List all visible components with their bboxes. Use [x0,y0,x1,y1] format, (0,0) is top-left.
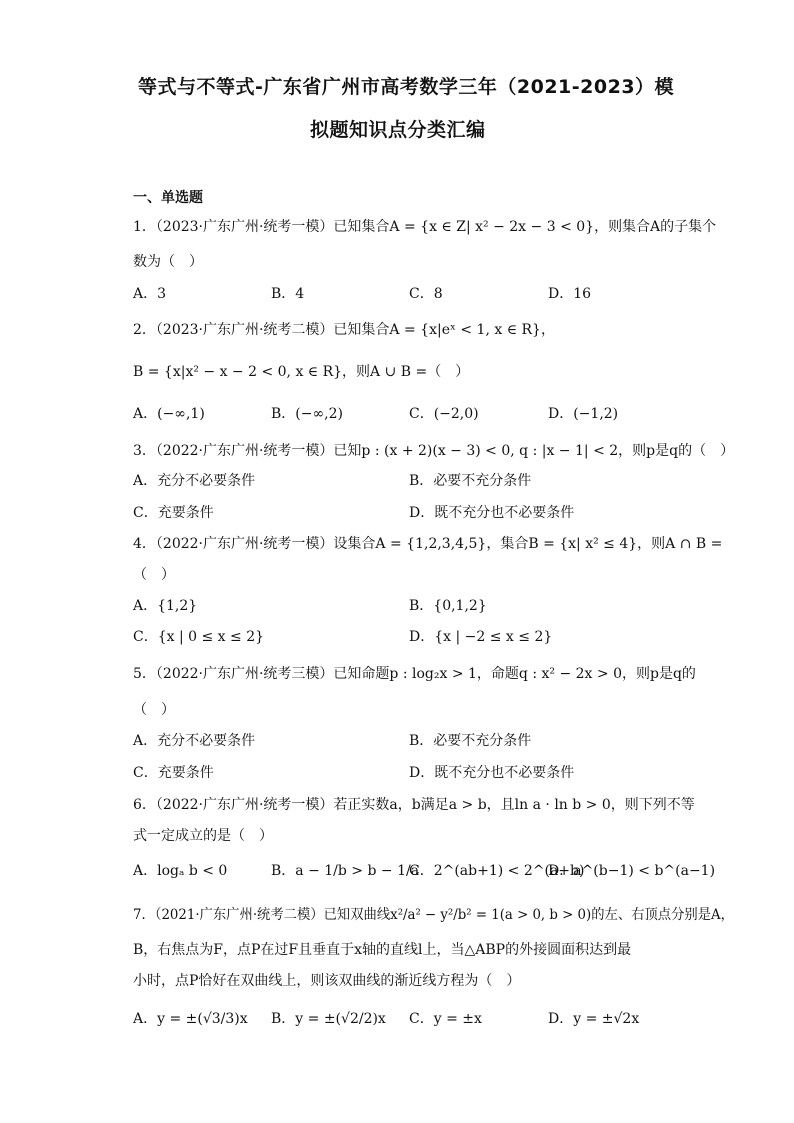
question-2-line-1: 2．（2023·广东广州·统考二模）已知集合A = {x|eˣ < 1, x ∈ R}， [133,322,555,338]
document-title-line2: 拟题知识点分类汇编 [310,119,486,141]
question-6-option-d: D．a^(b−1) < b^(a−1) [548,863,716,879]
question-4-line-1: 4．（2022·广东广州·统考一模）设集合A = {1,2,3,4,5}，集合B = {x| x² ≤ 4}，则A ∩ B = [133,536,723,552]
question-4-option-d: D．{x | −2 ≤ x ≤ 2} [409,629,553,645]
question-6-line-1: 6．（2022·广东广州·统考一模）若正实数a，b满足a > b，且ln a · ln b > 0，则下列不等 [133,797,695,813]
question-2-line-2: B = {x|x² − x − 2 < 0, x ∈ R}，则A ∪ B =（ ） [133,364,470,380]
question-6-line-2: 式一定成立的是（ ） [133,828,273,844]
question-3-option-c: C．充要条件 [133,505,214,521]
question-4-option-a: A．{1,2} [133,598,198,614]
question-1-option-d: D．16 [548,286,592,302]
question-7-line-3: 小时，点P恰好在双曲线上，则该双曲线的渐近线方程为（ ） [133,973,521,989]
question-4-option-b: B．{0,1,2} [409,598,487,614]
question-5-option-b: B．必要不充分条件 [409,733,532,749]
question-6-option-a: A．logₐ b < 0 [133,863,228,879]
question-5-option-d: D．既不充分也不必要条件 [409,765,575,781]
question-3-option-b: B．必要不充分条件 [409,473,532,489]
question-7-line-1: 7．（2021·广东广州·统考二模）已知双曲线x²/a² − y²/b² = 1(a > 0, b > 0)的左、右顶点分别是A， [133,907,734,923]
document-title-line1: 等式与不等式-广东省广州市高考数学三年（2021-2023）模 [138,76,675,98]
question-6-option-b: B．a − 1/b > b − 1/a [271,863,420,879]
question-5-line-2: （ ） [133,702,175,718]
question-1-option-a: A．3 [133,286,167,302]
question-1-option-b: B．4 [271,286,305,302]
question-1-option-c: C．8 [409,286,443,302]
question-3-line-1: 3．（2022·广东广州·统考一模）已知p : (x + 2)(x − 3) < 0, q : |x − 1| < 2，则p是q的（ ） [133,443,735,459]
question-5-option-a: A．充分不必要条件 [133,733,256,749]
question-7-option-c: C．y = ±x [409,1011,482,1027]
question-4-option-c: C．{x | 0 ≤ x ≤ 2} [133,629,265,645]
question-2-option-c: C．(−2,0) [409,406,479,422]
question-7-option-d: D．y = ±√2x [548,1011,640,1027]
question-7-line-2: B，右焦点为F，点P在过F且垂直于x轴的直线l上，当△ABP的外接圆面积达到最 [133,942,632,958]
question-5-line-1: 5．（2022·广东广州·统考三模）已知命题p : log₂x > 1，命题q : x² − 2x > 0，则p是q的 [133,666,696,682]
question-2-option-b: B．(−∞,2) [271,406,343,422]
question-2-option-a: A．(−∞,1) [133,406,205,422]
question-2-option-d: D．(−1,2) [548,406,619,422]
question-4-line-2: （ ） [133,567,175,583]
question-3-option-a: A．充分不必要条件 [133,473,256,489]
question-5-option-c: C．充要条件 [133,765,214,781]
question-7-option-a: A．y = ±(√3/3)x [133,1011,248,1027]
question-3-option-d: D．既不充分也不必要条件 [409,505,575,521]
section-heading: 一、单选题 [133,190,203,206]
question-7-option-b: B．y = ±(√2/2)x [271,1011,386,1027]
question-1-line-1: 1．（2023·广东广州·统考一模）已知集合A = {x ∈ Z| x² − 2x − 3 < 0}，则集合A的子集个 [133,219,717,235]
question-6-option-c: C．2^(ab+1) < 2^(a+b) [409,863,585,879]
question-1-line-2: 数为（ ） [133,254,203,270]
